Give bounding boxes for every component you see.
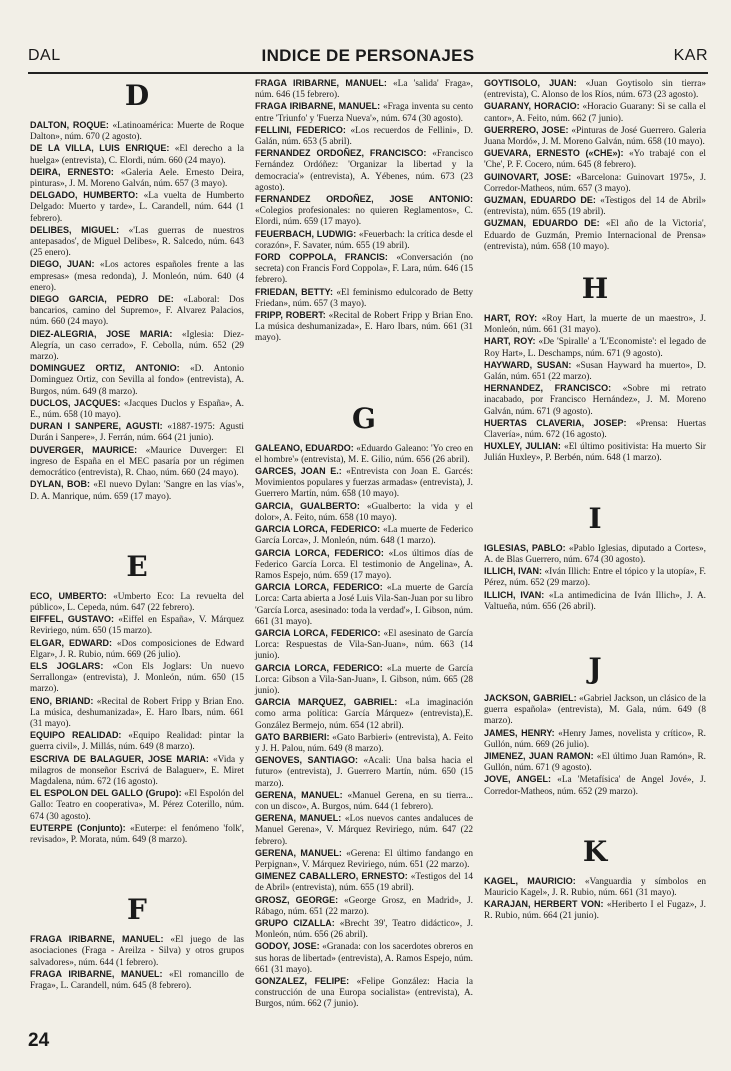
index-column-3 [484, 78, 706, 923]
entry-name: GUEVARA, ERNESTO («CHE»): [484, 148, 624, 159]
index-column-1 [30, 78, 244, 992]
entry-name: GROSZ, GEORGE: [255, 894, 339, 905]
index-entry [30, 661, 244, 696]
entry-reference: «Umberto Eco: La revuelta del público», L. Cepeda, núm. 647 (22 febrero). [30, 591, 244, 613]
entry-name: FERNANDEZ ORDOÑEZ, FRANCISCO: [255, 148, 427, 159]
entry-reference: «Manuel Gerena, en su tierra... con un disco», A. Burgos, núm. 644 (1 febrero). [255, 790, 473, 812]
entry-name: GENOVES, SANTIAGO: [255, 755, 359, 766]
entry-name: GUINOVART, JOSE: [484, 171, 572, 182]
entry-name: DE LA VILLA, LUIS ENRIQUE: [30, 143, 170, 154]
entry-reference: «Recital de Robert Fripp y Brian Eno. La música, deshumanizada», E. Haro Ibars, núm. 661 (31 mayo). [30, 696, 245, 729]
index-entry [30, 421, 244, 444]
section-letter: H [581, 272, 609, 306]
entry-reference: «Pinturas de José Guerrero. Galeria Juana Mordó», J. M. Moreno Galván, núm. 658 (10 mayo). [484, 125, 707, 148]
entry-name: ILLICH, IVAN: [484, 589, 545, 600]
entry-reference: «Euterpe: el fenómeno 'folk', revisado», P. Morata, núm. 649 (8 marzo). [30, 823, 244, 845]
entry-name: FRIPP, ROBERT: [255, 310, 326, 321]
entry-reference: «El año de la Victoria', Eduardo de Guzmán, Premio Internacional de Prensa» (entrevista), núm. 658 (10 mayo). [484, 219, 707, 252]
entry-name: HART, ROY: [484, 313, 538, 324]
index-entry [484, 728, 706, 751]
entry-reference: «Felipe González: Hacia la construcción de una Europa socialista» (entrevista), A. Burgos, núm. 662 (7 junio). [255, 977, 473, 1010]
index-entry [255, 582, 473, 628]
entry-reference: «Con Els Joglars: Un nuevo Serrallonga» (entrevista), J. Monleón, núm. 650 (15 marzo). [30, 661, 244, 695]
entry-reference: «Gerena: El último fandango en Perpignan», V. Márquez Reviriego, núm. 651 (22 marzo). [255, 848, 473, 870]
entry-reference: «El Espolón del Gallo: Teatro en cooperativa», M. Pérez Coterillo, núm. 674 (30 agosto). [30, 789, 244, 822]
index-entry [30, 479, 244, 502]
index-entry [484, 218, 706, 253]
entry-reference: «Conversación (no secreta) con Francis Ford Coppola», F. Lara, núm. 646 (15 febrero). [255, 253, 473, 286]
section-letter: G [352, 401, 376, 435]
entry-reference: «Yo trabajé con el 'Che', P. F. Cocero, núm. 645 (8 febrero). [484, 149, 706, 171]
entry-name: ESCRIVA DE BALAGUER, JOSE MARIA: [30, 753, 209, 764]
entry-name: DUVERGER, MAURICE: [30, 444, 138, 455]
entry-name: FRAGA IRIBARNE, MANUEL: [255, 101, 381, 112]
entry-reference: «La muerte de García Lorca: Carta abierta a José Luis Vila-San-Juan por su libro 'García Lorca, asesinado: toda la verdad'», I. Gibson, núm. 661 (31 mayo). [255, 583, 474, 627]
entry-name: FRIEDAN, BETTY: [255, 286, 333, 297]
entry-reference: «El último Juan Ramón», R. Gullón, núm. 671 (9 agosto). [484, 751, 706, 774]
index-entry [255, 848, 473, 871]
index-entry [30, 934, 244, 969]
entry-name: DYLAN, BOB: [30, 479, 90, 490]
entry-name: GUZMAN, EDUARDO DE: [484, 218, 600, 229]
entry-reference: «Horacio Guarany: Si se calla el cantor», A. Feito, núm. 662 (7 junio). [484, 102, 706, 124]
entry-name: DURAN I SANPERE, AGUSTI: [30, 421, 163, 432]
entry-name: DIEGO, JUAN: [30, 259, 95, 270]
entry-reference: «Juan Goytisolo sin tierra» (entrevista), C. Alonso de los Ríos, núm. 673 (23 agosto). [484, 79, 706, 101]
entry-name: JIMENEZ, JUAN RAMON: [484, 750, 594, 761]
entry-name: GUARANY, HORACIO: [484, 101, 580, 112]
page-number: 24 [28, 1030, 50, 1051]
entry-reference: «Equipo Realidad: pintar la guerra civil», J. Millás, núm. 649 (8 marzo). [30, 731, 244, 753]
entry-name: DIEGO GARCIA, PEDRO DE: [30, 294, 174, 305]
entry-reference: «George Grosz, en Madrid», J. Rábago, núm. 651 (22 marzo). [255, 895, 474, 917]
entry-name: GARCIA LORCA, FEDERICO: [255, 582, 383, 593]
entry-name: ELGAR, EDWARD: [30, 637, 113, 648]
entry-name: GALEANO, EDUARDO: [255, 442, 354, 453]
index-entry [30, 225, 244, 260]
index-entry [484, 383, 706, 418]
entry-name: DELIBES, MIGUEL: [30, 224, 120, 235]
entry-reference: «Francisco Fernández Ordóñez: 'Organizar la libertad y la democracia'» (entrevista), A. Yébenes, núm. 673 (23 agosto). [255, 149, 473, 193]
index-entry [255, 895, 473, 918]
index-entry [484, 543, 706, 566]
entry-reference: «El juego de las asociaciones (Fraga - Areilza - Silva) y otros grupos salvadores», núm. 644 (1 febrero). [30, 935, 244, 968]
index-entry [255, 976, 473, 1011]
entry-name: GARCIA LORCA, FEDERICO: [255, 547, 384, 558]
index-entry [484, 336, 706, 359]
section-letter: K [582, 834, 608, 868]
entry-reference: «El romancillo de Fraga», L. Carandell, núm. 645 (8 febrero). [30, 969, 244, 991]
entry-reference: «El derecho a la huelga» (entrevista), C. Elordi, núm. 660 (24 mayo). [30, 144, 245, 166]
entry-name: JOVE, ANGEL: [484, 774, 552, 785]
entry-reference: «Henry James, novelista y crítico», R. Gullón, núm. 669 (26 julio). [484, 728, 706, 750]
entry-name: FRAGA IRIBARNE, MANUEL: [30, 934, 164, 945]
index-entry [30, 696, 244, 731]
entry-name: ENO, BRIAND: [30, 695, 94, 706]
entry-reference: «Entrevista con Joan E. Garcés: Movimientos populares y fuerzas armadas» (entrevista), J. Guerrero Martín, núm. 658 (10 mayo). [255, 467, 473, 500]
entry-name: IGLESIAS, PABLO: [484, 542, 566, 553]
entry-reference: «Gato Barbieri» (entrevista), A. Feito y J. H. Palou, núm. 649 (8 marzo). [255, 732, 473, 754]
entry-name: FEUERBACH, LUDWIG: [255, 228, 357, 239]
index-entry [255, 194, 473, 229]
entry-name: GRUPO CIZALLA: [255, 918, 335, 928]
index-entry [30, 143, 244, 166]
index-entry [255, 287, 473, 310]
entry-name: ECO, UMBERTO: [30, 590, 107, 601]
index-entry [484, 360, 706, 383]
index-entry [30, 823, 244, 846]
index-entry [255, 548, 473, 583]
entry-name: DELGADO, HUMBERTO: [30, 190, 139, 201]
entry-name: GARCIA LORCA, FEDERICO: [255, 662, 383, 673]
entry-reference: «Los actores españoles frente a las empresas» (mesa redonda), J. Monleón, núm. 640 (4 enero). [30, 260, 244, 293]
index-entry [484, 899, 706, 922]
entry-reference: «Galeria Aele. Ernesto Deira, pinturas», J. M. Moreno Galván, núm. 657 (3 mayo). [30, 167, 245, 190]
entry-reference: «Gualberto: la vida y el dolor», A. Feito, núm. 658 (10 mayo). [255, 501, 473, 523]
index-entry [484, 78, 706, 101]
entry-reference: «Maurice Duverger: El ingreso de España en el MEC pasaría por un régimen democrático (entrevista), R. Chao, núm. 660 (24 mayo). [30, 445, 244, 479]
entry-reference: «La muerte de García Lorca: Gibson a Vila-San-Juan», I. Gibson, núm. 665 (28 junio). [255, 663, 474, 696]
entry-name: EL ESPOLON DEL GALLO (Grupo): [30, 788, 182, 799]
entry-name: DOMINGUEZ ORTIZ, ANTONIO: [30, 363, 180, 374]
index-entry [255, 101, 473, 124]
index-entry [484, 125, 706, 148]
entry-reference: «El asesinato de García Lorca: Respuestas de Vila-San-Juan», núm. 663 (14 junio). [255, 628, 473, 662]
entry-reference: «Feuerbach: la crítica desde el corazón», F. Savater, núm. 655 (19 abril). [255, 229, 473, 251]
header-range-start: DAL [28, 47, 61, 64]
index-entry [30, 294, 244, 329]
index-entry [484, 101, 706, 124]
index-entry [484, 418, 706, 441]
section-letter: F [127, 893, 147, 927]
entry-name: GATO BARBIERI: [255, 731, 330, 742]
index-entry [255, 628, 473, 663]
entry-reference: «Eiffel en España», V. Márquez Reviriego, núm. 650 (15 marzo). [30, 615, 244, 637]
index-entry [30, 445, 244, 480]
entry-reference: «Barcelona: Guinovart 1975», J. Corredor-Matheos, núm. 657 (3 mayo). [484, 172, 706, 194]
entry-name: DIEZ-ALEGRIA, JOSE MARIA: [30, 328, 173, 339]
index-entry [255, 229, 473, 252]
entry-name: GERENA, MANUEL: [255, 813, 342, 824]
entry-reference: «Brecht 39', Teatro didáctico», J. Monleón, núm. 656 (26 abril). [255, 919, 473, 941]
entry-name: GARCIA LORCA, FEDERICO: [255, 524, 381, 535]
entry-reference: «Prensa: Huertas Clavería», núm. 672 (16 agosto). [484, 418, 707, 441]
entry-reference: «Colegios profesionales: no quieren Reglamentos», C. Elordi, núm. 659 (17 mayo). [255, 206, 473, 228]
page-header [28, 44, 708, 68]
entry-reference: «El feminismo edulcorado de Betty Friedan», núm. 657 (3 mayo). [255, 287, 473, 309]
index-entry [484, 195, 706, 218]
page-title: INDICE DE PERSONAJES [261, 46, 475, 65]
index-entry [484, 313, 706, 336]
entry-name: FERNANDEZ ORDOÑEZ, JOSE ANTONIO: [255, 194, 473, 205]
index-entry [255, 501, 473, 524]
entry-name: HUXLEY, JULIAN: [484, 441, 561, 452]
entry-reference: «Dos composiciones de Edward Elgar», J. R. Rubio, núm. 669 (26 julio). [30, 638, 244, 660]
entry-reference: «Eduardo Galeano: 'Yo creo en el hombre'» (entrevista), M. E. Gilio, núm. 656 (26 abril). [255, 443, 473, 465]
entry-reference: «Iglesia: Diez-Alegría, un caso cerrado», F. Cebolla, núm. 652 (29 marzo). [30, 329, 244, 363]
entry-reference: «Vida y milagros de monseñor Escrivá de Balaguer», E. Miret Magdalena, núm. 672 (16 agosto). [30, 754, 244, 787]
entry-name: JAMES, HENRY: [484, 727, 555, 738]
entry-name: GARCIA LORCA, FEDERICO: [255, 627, 381, 638]
index-entry [255, 148, 473, 194]
entry-name: GARCIA MARQUEZ, GABRIEL: [255, 697, 398, 708]
index-entry [30, 190, 244, 225]
entry-reference: «Laboral: Dos bancarios, camino del Supremo», F. Alvarez Palacios, núm. 660 (24 mayo). [30, 295, 244, 328]
index-entry [255, 871, 473, 894]
index-entry [255, 663, 473, 698]
index-entry [255, 697, 473, 732]
entry-reference: «El último positivista: Ha muerto Sir Julián Huxley», P. Berbén, núm. 648 (1 marzo). [484, 442, 706, 464]
index-entry [255, 466, 473, 501]
entry-reference: «Heriberto I el Fugaz», J. R. Rubio, núm. 664 (21 junio). [484, 900, 706, 922]
index-entry [30, 363, 244, 398]
entry-reference: «La antimedicina de Iván Illich», J. A. Valtueña, núm. 656 (26 abril). [484, 590, 707, 612]
index-entry [255, 443, 473, 466]
entry-name: FELLINI, FEDERICO: [255, 124, 346, 135]
entry-reference: «Los recuerdos de Fellini», D. Galán, núm. 653 (5 abril). [255, 125, 473, 148]
entry-name: ELS JOGLARS: [30, 660, 104, 671]
index-entry [30, 167, 244, 190]
entry-name: HERNANDEZ, FRANCISCO: [484, 383, 612, 394]
entry-reference: «Fraga inventa su cento entre 'Triunfo' y 'Fuerza Nueva'», núm. 674 (30 agosto). [255, 102, 473, 124]
index-entry [255, 790, 473, 813]
entry-reference: «La vuelta de Humberto Delgado: Muerto y tarde», L. Carandell, núm. 644 (1 febrero). [30, 191, 244, 224]
entry-name: FORD COPPOLA, FRANCIS: [255, 252, 388, 263]
entry-reference: «Vanguardia y símbolos en Mauricio Kagel», J. R. Rubio, núm. 661 (31 mayo). [484, 876, 706, 898]
index-entry [484, 566, 706, 589]
entry-name: KARAJAN, HERBERT VON: [484, 899, 604, 910]
index-entry [255, 524, 473, 547]
entry-name: GARCIA, GUALBERTO: [255, 500, 360, 511]
header-range-end: KAR [673, 47, 708, 64]
index-entry [484, 148, 706, 171]
entry-name: GUERRERO, JOSE: [484, 124, 569, 135]
entry-reference: «Roy Hart, la muerte de un maestro», J. Monleón, núm. 661 (31 mayo). [484, 314, 706, 336]
entry-reference: «Testigos del 14 de Abril» (entrevista), núm. 655 (19 abril). [484, 196, 706, 218]
entry-name: DEIRA, ERNESTO: [30, 166, 114, 177]
entry-name: GONZALEZ, FELIPE: [255, 976, 350, 987]
entry-reference: «D. Antonio Dominguez Ortiz, con Sevilla al fondo» (entrevista), A. Burgos, núm. 649 (8 marzo). [30, 364, 245, 397]
index-entry [30, 638, 244, 661]
entry-reference: «Gabriel Jackson, un clásico de la guerra española» (entrevista), M. Gala, núm. 649 (8 marzo). [484, 693, 706, 727]
index-entry [484, 693, 706, 728]
entry-name: GIMENEZ CABALLERO, ERNESTO: [255, 871, 408, 882]
index-entry [30, 120, 244, 143]
index-entry [30, 788, 244, 823]
index-entry [30, 754, 244, 789]
entry-name: FRAGA IRIBARNE, MANUEL: [30, 968, 163, 979]
entry-name: DALTON, ROQUE: [30, 120, 109, 130]
entry-name: EUTERPE (Conjunto): [30, 822, 126, 833]
entry-reference: «Granada: con los sacerdotes obreros en sus horas de libertad» (entrevista), A. Ramos Espejo, núm. 661 (31 mayo). [255, 942, 473, 975]
entry-reference: «1887-1975: Agusti Durán i Sanpere», J. Ferrán, núm. 664 (21 junio). [30, 422, 244, 444]
entry-name: GODOY, JOSE: [255, 941, 320, 952]
index-entry [484, 590, 706, 613]
entry-name: HAYWARD, SUSAN: [484, 359, 572, 370]
entry-name: GERENA, MANUEL: [255, 847, 342, 858]
entry-reference: «El nuevo Dylan: 'Sangre en las vías'», D. A. Manrique, núm. 659 (17 mayo). [30, 480, 245, 502]
index-entry [484, 172, 706, 195]
entry-reference: «La imaginación como arma política: García Márquez» (entrevista),E. González Bermejo, núm. 654 (12 abril). [255, 698, 473, 731]
entry-reference: «Los últimos días de Federico García Lorca. El testimonio de Angelina», A. Ramos Espejo, núm. 659 (17 mayo). [255, 548, 473, 581]
section-letter: E [126, 549, 148, 583]
entry-reference: «Jacques Duclos y España», A. E., núm. 658 (10 mayo). [30, 398, 245, 421]
entry-reference: «Pablo Iglesias, diputado a Cortes», A. de Blas Guerrero, núm. 674 (30 agosto). [484, 543, 706, 565]
index-entry [30, 398, 244, 421]
entry-name: HUERTAS CLAVERIA, JOSEP: [484, 417, 627, 428]
entry-reference: «Acali: Una balsa hacia el futuro» (entrevista), J. Guerrero Martín, núm. 650 (15 marzo). [255, 756, 473, 789]
section-letter: I [588, 501, 602, 535]
index-entry [255, 918, 473, 941]
section-letter: J [588, 651, 602, 685]
entry-name: FRAGA IRIBARNE, MANUEL: [255, 78, 387, 88]
index-entry [484, 751, 706, 774]
index-entry [255, 755, 473, 790]
index-entry [255, 125, 473, 148]
entry-reference: «Susan Hayward ha muerto», D. Galán, núm. 651 (22 marzo). [484, 360, 706, 383]
index-entry [30, 969, 244, 992]
index-entry [484, 876, 706, 899]
index-entry [30, 614, 244, 637]
index-entry [255, 78, 473, 101]
index-entry [255, 310, 473, 345]
section-letter: D [124, 79, 150, 112]
entry-reference: «La 'Metafísica' de Angel Jové», J. Corredor-Matheos, núm. 652 (29 marzo). [484, 775, 706, 797]
index-entry [255, 813, 473, 848]
header-rule [28, 72, 708, 74]
entry-name: HART, ROY: [484, 336, 536, 347]
index-entry [255, 732, 473, 755]
index-entry [30, 259, 244, 294]
entry-name: EIFFEL, GUSTAVO: [30, 614, 115, 625]
index-entry [484, 774, 706, 797]
entry-reference: «La 'salida' Fraga», núm. 646 (15 febrero). [255, 79, 473, 101]
entry-reference: «Iván Illich: Entre el tópico y la utopía», F. Pérez, núm. 652 (29 marzo). [484, 567, 707, 589]
entry-name: JACKSON, GABRIEL: [484, 692, 577, 703]
index-entry [30, 329, 244, 364]
index-column-2 [255, 78, 473, 1011]
entry-name: GERENA, MANUEL: [255, 789, 343, 800]
index-entry [30, 730, 244, 753]
entry-name: GOYTISOLO, JUAN: [484, 78, 577, 88]
entry-name: GUZMAN, EDUARDO DE: [484, 195, 596, 206]
entry-reference: «'Las guerras de nuestros antepasados', de Miguel Delibes», R. Salcedo, núm. 643 (25 enero). [30, 225, 244, 259]
entry-name: EQUIPO REALIDAD: [30, 730, 122, 741]
entry-name: GARCES, JOAN E.: [255, 466, 342, 477]
entry-reference: «Latinoamérica: Muerte de Roque Dalton», núm. 670 (2 agosto). [30, 121, 245, 143]
entry-name: KAGEL, MAURICIO: [484, 875, 576, 886]
entry-name: DUCLOS, JACQUES: [30, 397, 121, 408]
index-entry [30, 591, 244, 614]
entry-name: ILLICH, IVAN: [484, 566, 542, 577]
index-entry [255, 252, 473, 287]
entry-reference: «La muerte de Federico García Lorca», J. Monleón, núm. 648 (1 marzo). [255, 525, 473, 547]
entry-reference: «Testigos del 14 de Abril» (entrevista), núm. 655 (19 abril). [255, 872, 473, 894]
entry-reference: «Recital de Robert Fripp y Brian Eno. La música deshumanizada», E. Haro Ibars, núm. 661 (31 mayo). [255, 311, 474, 344]
index-entry [484, 441, 706, 464]
index-entry [255, 941, 473, 976]
entry-reference: «Los nuevos cantes andaluces de Manuel Gerena», V. Márquez Reviriego, núm. 647 (22 febrero). [255, 814, 473, 847]
entry-reference: «Sobre mi retrato inacabado, por Francisco Hernández», J. M. Moreno Galván, núm. 671 (9 agosto). [484, 384, 706, 417]
entry-reference: «De 'Spiralle' a 'L'Economiste': el legado de Roy Hart», L. Deschamps, núm. 671 (9 agosto). [484, 337, 706, 359]
